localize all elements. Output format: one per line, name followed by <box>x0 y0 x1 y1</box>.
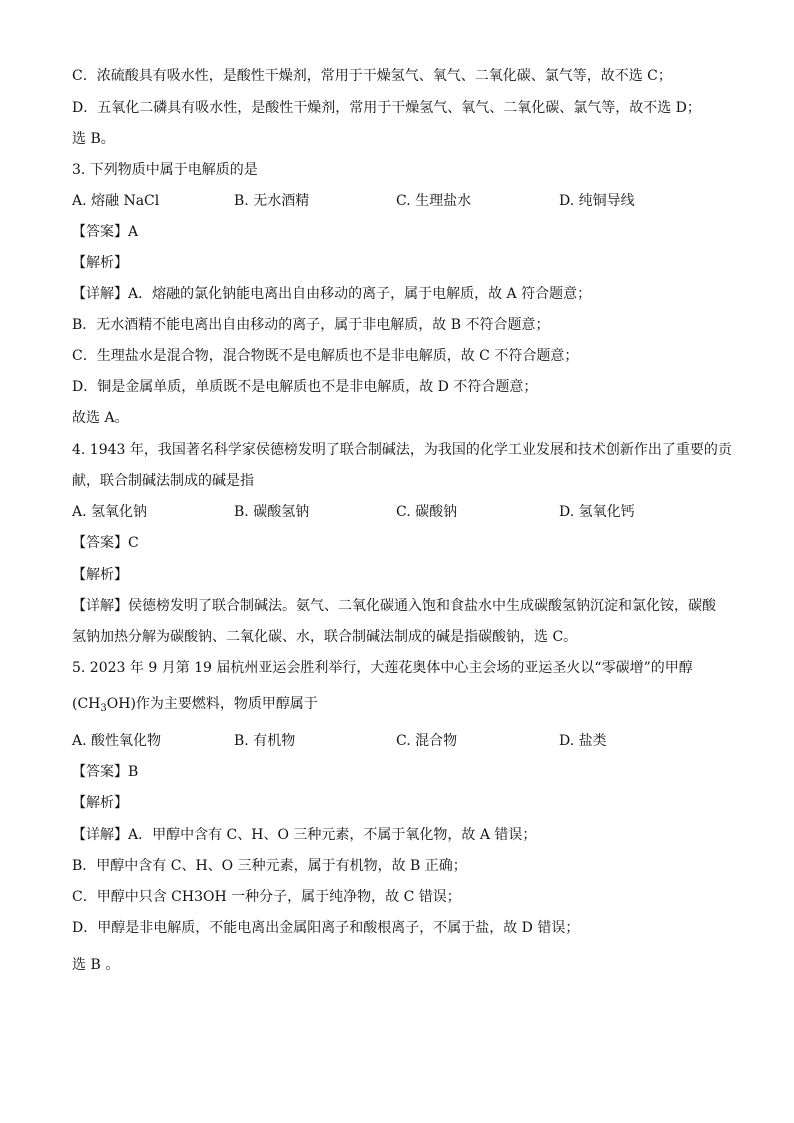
question-4-stem: 4. 1943 年，我国著名科学家侯德榜发明了联合制碱法，为我国的化学工业发展和技术创新作出了重要的贡 <box>72 442 732 458</box>
detail-line: D．甲醇是非电解质，不能电离出金属阳离子和酸根离子，不属于盐，故 D 错误； <box>72 920 580 936</box>
analysis-label: 【解析】 <box>72 255 128 271</box>
detail-line: C．甲醇中只含 CH3OH 一种分子，属于纯净物，故 C 错误； <box>72 889 461 905</box>
detail-line: 氢钠加热分解为碳酸钠、二氧化碳、水，联合制碱法制成的碱是指碳酸钠，选 C。 <box>72 629 578 645</box>
detail-line: 选 B 。 <box>72 957 120 973</box>
text-line: D．五氧化二磷具有吸水性，是酸性干燥剂，常用于干燥氢气、氧气、二氧化碳、氯气等，故不选 D； <box>72 100 701 116</box>
option-a: A. 氢氧化钠 <box>72 504 148 520</box>
question-4-options <box>72 502 732 522</box>
detail-line: 故选 A。 <box>72 410 129 426</box>
question-3-stem: 3. 下列物质中属于电解质的是 <box>72 162 258 178</box>
option-a: A. 酸性氧化物 <box>72 733 162 749</box>
analysis-label: 【解析】 <box>72 795 128 811</box>
detail-line: D．铜是金属单质，单质既不是电解质也不是非电解质，故 D 不符合题意； <box>72 379 538 395</box>
question-3-options <box>72 191 732 211</box>
answer-label: 【答案】A <box>72 224 139 240</box>
analysis-label: 【解析】 <box>72 567 128 583</box>
question-5-stem: 5. 2023 年 9 月第 19 届杭州亚运会胜利举行，大莲花奥体中心主会场的亚运圣火以“零碳增”的甲醇 <box>72 660 693 676</box>
detail-line: B．甲醇中含有 C、H、O 三种元素，属于有机物，故 B 正确； <box>72 858 467 874</box>
option-c: C. 碳酸钠 <box>396 504 458 520</box>
answer-label: 【答案】B <box>72 764 139 780</box>
text-line: 选 B。 <box>72 131 115 147</box>
detail-line: 【详解】A．甲醇中含有 C、H、O 三种元素，不属于氧化物，故 A 错误； <box>72 827 537 843</box>
detail-line: 【详解】A．熔融的氯化钠能电离出自由移动的离子，属于电解质，故 A 符合题意； <box>72 286 592 302</box>
detail-line: 【详解】侯德榜发明了联合制碱法。氨气、二氧化碳通入饱和食盐水中生成碳酸氢钠沉淀和氯化铵，碳酸 <box>72 598 716 614</box>
option-b: B. 碳酸氢钠 <box>234 504 310 520</box>
detail-line: B．无水酒精不能电离出自由移动的离子，属于非电解质，故 B 不符合题意； <box>72 317 550 333</box>
option-c: C. 混合物 <box>396 733 458 749</box>
question-4-stem: 献，联合制碱法制成的碱是指 <box>72 473 254 489</box>
detail-line: C．生理盐水是混合物，混合物既不是电解质也不是非电解质，故 C 不符合题意； <box>72 348 579 364</box>
option-b: B. 无水酒精 <box>234 193 310 209</box>
text-line: C．浓硫酸具有吸水性，是酸性干燥剂，常用于干燥氢气、氧气、二氧化碳、氯气等，故不选 C； <box>72 68 672 84</box>
question-5-stem: $(CH_3OH)$作为主要燃料，物质甲醇属于 <box>72 696 318 714</box>
answer-label: 【答案】C <box>72 535 139 551</box>
option-a: A. 熔融 NaCl <box>72 193 160 209</box>
option-d: D. 纯铜导线 <box>559 193 635 209</box>
option-b: B. 有机物 <box>234 733 296 749</box>
formula-methanol: $CH_3OH$ <box>77 696 131 714</box>
option-c: C. 生理盐水 <box>396 193 472 209</box>
option-d: D. 氢氧化钙 <box>559 504 635 520</box>
option-d: D. 盐类 <box>559 733 607 749</box>
question-5-options <box>72 731 732 751</box>
